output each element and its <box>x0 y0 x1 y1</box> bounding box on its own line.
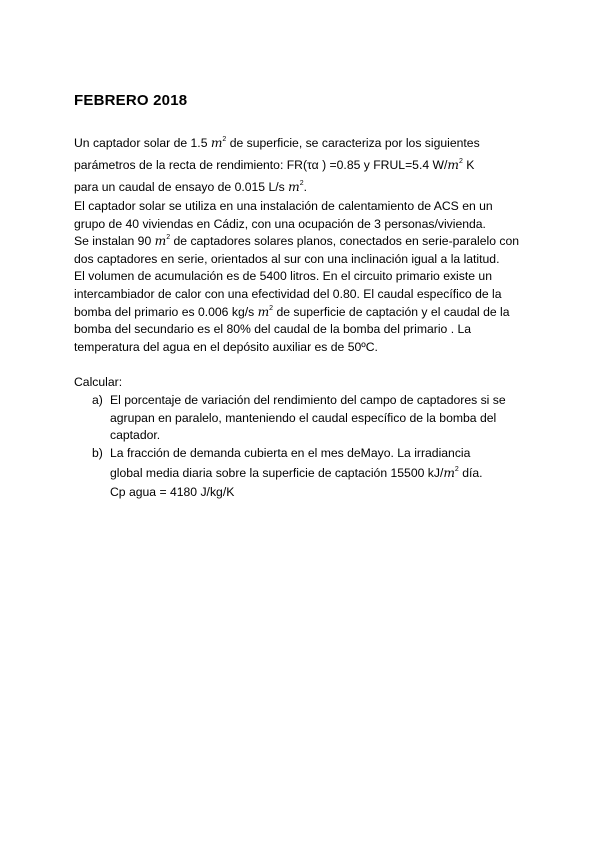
question-text-d: Cp agua = 4180 J/kg/K <box>110 485 235 500</box>
p1-text-c: parámetros de la recta de rendimiento: FR(τα ) =0.85 y FRUL=5.4 W/ <box>74 158 448 172</box>
p1-text-e: para un caudal de ensayo de 0.015 L/s <box>74 180 289 194</box>
unit-m: m <box>257 304 270 319</box>
p4-text-b: de superficie de captación y el caudal de la bomba del secundario es el 80% del caudal de la bomba del primario . La temperatura del agua en el depósito auxiliar es de 50ºC. <box>74 304 510 354</box>
p4-text-a: El volumen de acumulación es de 5400 litros. En el circuito primario existe un intercambiador de calor con una efectividad del 0.80. El caudal específico de la bomba del primario es 0.006 kg/s <box>74 269 502 319</box>
p1-text-d: K <box>462 158 475 172</box>
p1-text-f: . <box>303 180 307 194</box>
problem-statement <box>74 132 526 502</box>
unit-exp: 2 <box>299 180 304 187</box>
question-text-c: día. <box>458 466 483 481</box>
calc-label: Calcular: <box>74 375 123 390</box>
document-title: FEBRERO 2018 <box>74 92 188 109</box>
question-text-a: La fracción de demanda cubierta en el mes deMayo. La irradiancia <box>110 445 471 460</box>
unit-exp: 2 <box>458 158 463 165</box>
question-item <box>92 392 526 445</box>
p3-text-b: de captadores solares planos, conectados en serie-paralelo con dos captadores en serie, orientados al sur con una inclinación igual a la latitud. <box>74 234 520 266</box>
unit-exp: 2 <box>222 136 227 143</box>
p1-text-b: de superficie, se caracteriza por los siguientes <box>226 136 480 150</box>
p1-text-a: Un captador solar de 1.5 <box>74 136 211 150</box>
question-text: El porcentaje de variación del rendimiento del campo de captadores si se agrupan en paralelo, manteniendo el caudal específico de la bomba del captador. <box>110 392 506 443</box>
paragraph-collector <box>74 132 526 198</box>
paragraph-collectors-layout <box>74 233 526 268</box>
paragraph-storage <box>74 268 526 356</box>
p3-text-a: Se instalan 90 <box>74 234 155 249</box>
question-marker: b) <box>92 445 103 460</box>
question-list <box>74 392 526 502</box>
question-text-b: global media diaria sobre la superficie de captación 15500 kJ/ <box>110 466 444 481</box>
unit-m: m <box>447 158 459 172</box>
unit-m: m <box>154 234 167 249</box>
unit-m: m <box>443 466 455 481</box>
unit-exp: 2 <box>269 304 274 312</box>
question-marker: a) <box>92 392 103 407</box>
question-item <box>92 445 526 502</box>
unit-exp: 2 <box>454 466 459 474</box>
unit-exp: 2 <box>166 234 171 242</box>
unit-m: m <box>210 136 223 150</box>
unit-m: m <box>288 180 300 194</box>
paragraph-installation: El captador solar se utiliza en una instalación de calentamiento de ACS en un grupo de 40 viviendas en Cádiz, con una ocupación de 3 personas/vivienda. <box>74 199 493 231</box>
